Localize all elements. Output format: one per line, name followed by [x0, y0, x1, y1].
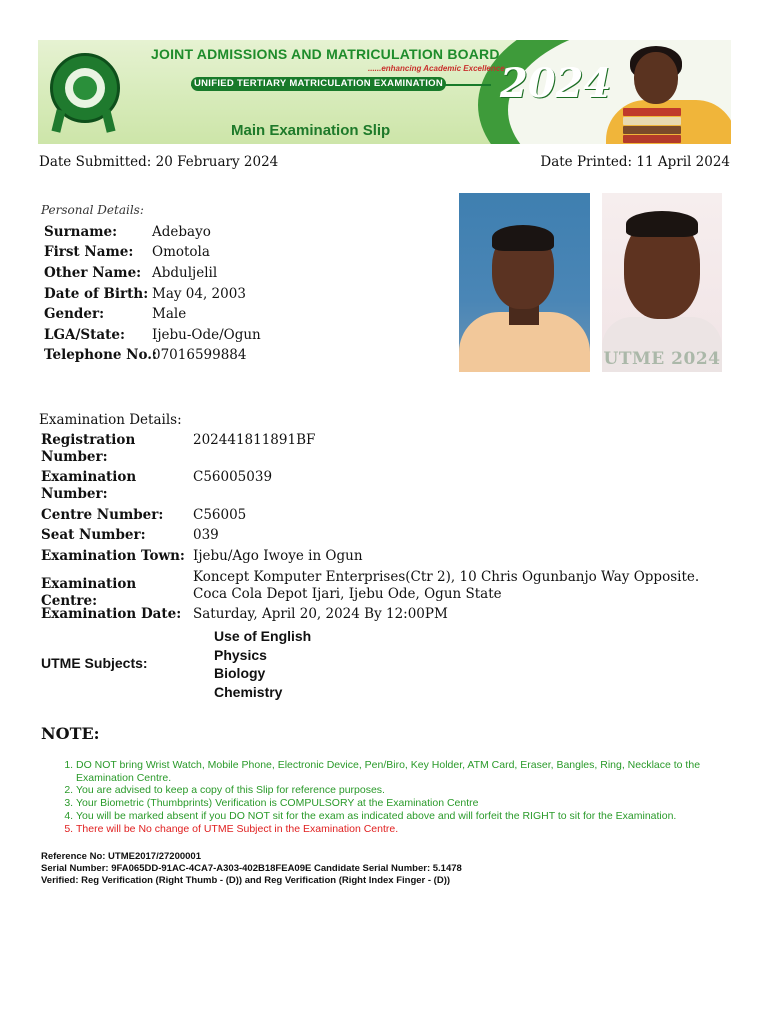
field-label: Centre Number: [41, 507, 164, 523]
field-label: Other Name: [44, 265, 142, 281]
utme-watermark: UTME 2024 [603, 349, 721, 369]
date-printed: Date Printed: 11 April 2024 [540, 154, 730, 170]
serial-number: Serial Number: 9FA065DD-91AC-4CA7-A303-402B18FEA09E Candidate Serial Number: 5.1478 [41, 863, 462, 874]
banner-books-icon [623, 108, 681, 144]
field-label: Registration Number: [41, 432, 136, 465]
field-label: Examination Number: [41, 469, 137, 502]
field-value: 202441811891BF [193, 432, 316, 448]
note-heading: NOTE: [41, 724, 100, 743]
note-list [48, 759, 736, 835]
field-label: Examination Town: [41, 548, 185, 564]
reference-number: Reference No: UTME2017/27200001 [41, 851, 202, 862]
field-label: First Name: [44, 244, 134, 260]
note-item-warning: 5. There will be No change of UTME Subject in the Examination Centre. [76, 823, 736, 836]
field-label: LGA/State: [44, 327, 125, 343]
field-label: Telephone No.: [44, 347, 157, 363]
subject-item: Chemistry [214, 684, 283, 700]
note-item: 4. You will be marked absent if you DO NOT sit for the exam as indicated above and will forfeit the RIGHT to sit for the Examination. [76, 810, 736, 823]
board-tagline: ......enhancing Academic Excellence [368, 64, 505, 73]
field-value: May 04, 2003 [152, 286, 246, 302]
candidate-registration-photo [459, 193, 590, 372]
note-item: 3. Your Biometric (Thumbprints) Verification is COMPULSORY at the Examination Centre [76, 797, 736, 810]
note-item: 1. DO NOT bring Wrist Watch, Mobile Phone, Electronic Device, Pen/Biro, Key Holder, ATM Card, Eraser, Bangles, Ring, Necklace to the Examination Centre. [76, 759, 736, 784]
header-banner [38, 40, 731, 144]
field-value: Saturday, April 20, 2024 By 12:00PM [193, 606, 448, 622]
utme-subjects-label: UTME Subjects: [41, 655, 148, 671]
date-submitted: Date Submitted: 20 February 2024 [39, 154, 279, 170]
field-label: Examination Date: [41, 606, 182, 622]
field-value: Ijebu-Ode/Ogun [152, 327, 261, 343]
slip-title: Main Examination Slip [231, 122, 391, 139]
field-value: Ijebu/Ago Iwoye in Ogun [193, 548, 363, 564]
field-value: Koncept Komputer Enterprises(Ctr 2), 10 Chris Ogunbanjo Way Opposite. Coca Cola Depot Ijari, Ijebu Ode, Ogun State [193, 569, 700, 602]
field-value: Omotola [152, 244, 210, 260]
examination-details-heading: Examination Details: [39, 412, 182, 428]
field-label: Examination Centre: [41, 576, 137, 609]
candidate-capture-photo [602, 193, 722, 372]
field-value: Adebayo [152, 224, 211, 240]
banner-student-face [634, 52, 678, 104]
banner-year: 2024 [500, 60, 612, 107]
field-label: Surname: [44, 224, 118, 240]
board-title: JOINT ADMISSIONS AND MATRICULATION BOARD [151, 46, 500, 62]
field-value: Abduljelil [152, 265, 218, 281]
field-value: Male [152, 306, 187, 322]
note-item: 2. You are advised to keep a copy of this Slip for reference purposes. [76, 784, 736, 797]
subject-item: Biology [214, 665, 266, 681]
exam-name-pill: UNIFIED TERTIARY MATRICULATION EXAMINATION [191, 77, 446, 91]
subject-item: Use of English [214, 628, 312, 644]
personal-details-heading: Personal Details: [41, 203, 144, 217]
verification-status: Verified: Reg Verification (Right Thumb - (D)) and Reg Verification (Right Index Finger - (D)) [41, 875, 451, 886]
field-label: Gender: [44, 306, 105, 322]
field-label: Seat Number: [41, 527, 146, 543]
field-value: 07016599884 [152, 347, 247, 363]
field-value: 039 [193, 527, 219, 543]
subject-item: Physics [214, 647, 267, 663]
field-label: Date of Birth: [44, 286, 149, 302]
field-value: C56005 [193, 507, 247, 523]
field-value: C56005039 [193, 469, 273, 485]
